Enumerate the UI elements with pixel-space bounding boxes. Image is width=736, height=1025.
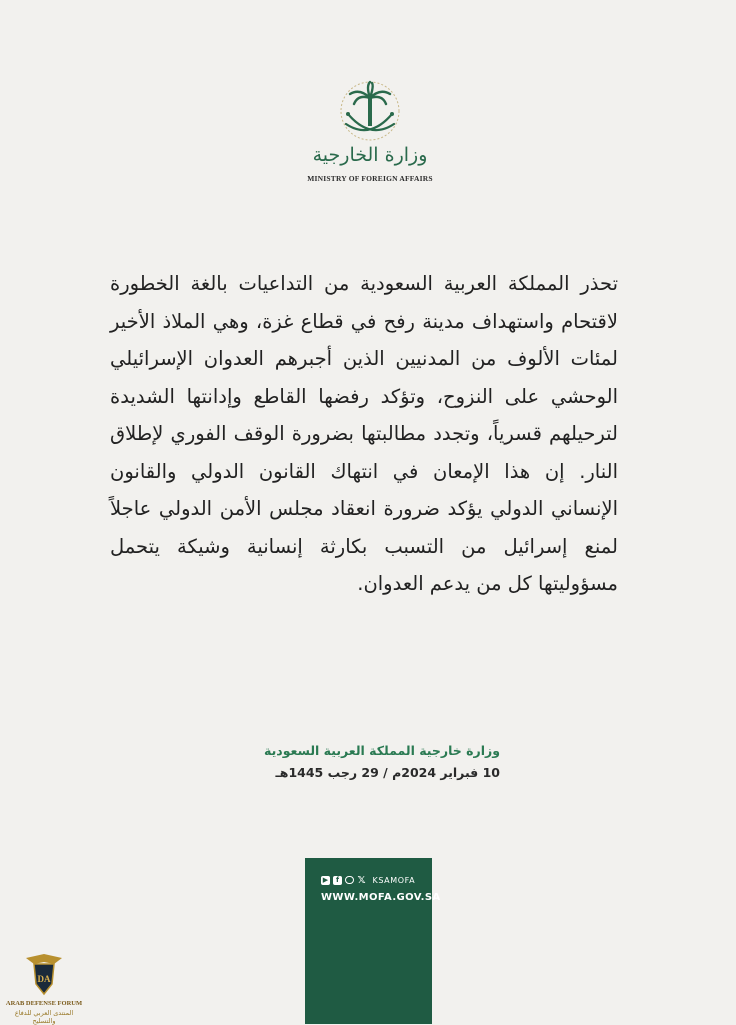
signature-block [200, 740, 500, 784]
website-link[interactable]: WWW.MOFA.GOV.SA [321, 892, 441, 903]
ministry-logo [300, 78, 440, 188]
ministry-name-arabic: وزارة الخارجية [312, 144, 428, 166]
palm-and-crossed-swords-emblem-icon [328, 78, 412, 144]
forum-name-english: ARAB DEFENSE FORUM [5, 1000, 83, 1007]
instagram-icon[interactable] [345, 876, 354, 885]
social-row [321, 873, 415, 887]
x-icon[interactable]: 𝕏 [357, 874, 366, 886]
forum-watermark [4, 950, 84, 1025]
signature-date: 10 فبراير 2024م / 29 رجب 1445هـ [275, 765, 500, 780]
facebook-icon[interactable]: f [333, 876, 342, 885]
footer-box [305, 858, 441, 1024]
ministry-name-english: MINISTRY OF FOREIGN AFFAIRS [307, 174, 433, 183]
svg-text:DA: DA [37, 974, 51, 984]
social-handle[interactable]: KSAMOFA [372, 875, 416, 885]
statement-text: تحذر المملكة العربية السعودية من التداعيات بالغة الخطورة لاقتحام واستهداف مدينة رفح في قطاع غزة، وهي الملاذ الأخير لمئات الألوف من المدنيين الذين أجبرهم العدوان الإسرائيلي الوحشي على النزوح، وتؤكد رفضها القاطع وإدانتها الشديدة لترحيلهم قسرياً، وتجدد مطالبتها بضرورة الوقف الفوري لإطلاق النار. إن هذا الإمعان في انتهاك القانون الدولي والقانون الإنساني الدولي يؤكد ضرورة انعقاد مجلس الأمن الدولي عاجلاً لمنع إسرائيل من التسبب بكارثة إنسانية وشيكة يتحمل مسؤوليتها كل من يدعم العدوان. [110, 272, 618, 595]
eagle-shield-emblem-icon [24, 950, 64, 998]
youtube-icon[interactable]: ▶ [322, 875, 329, 884]
signature-ministry: وزارة خارجية المملكة العربية السعودية [264, 743, 500, 758]
forum-name-arabic: المنتدى العربي للدفاع والتسليح [14, 1009, 74, 1025]
